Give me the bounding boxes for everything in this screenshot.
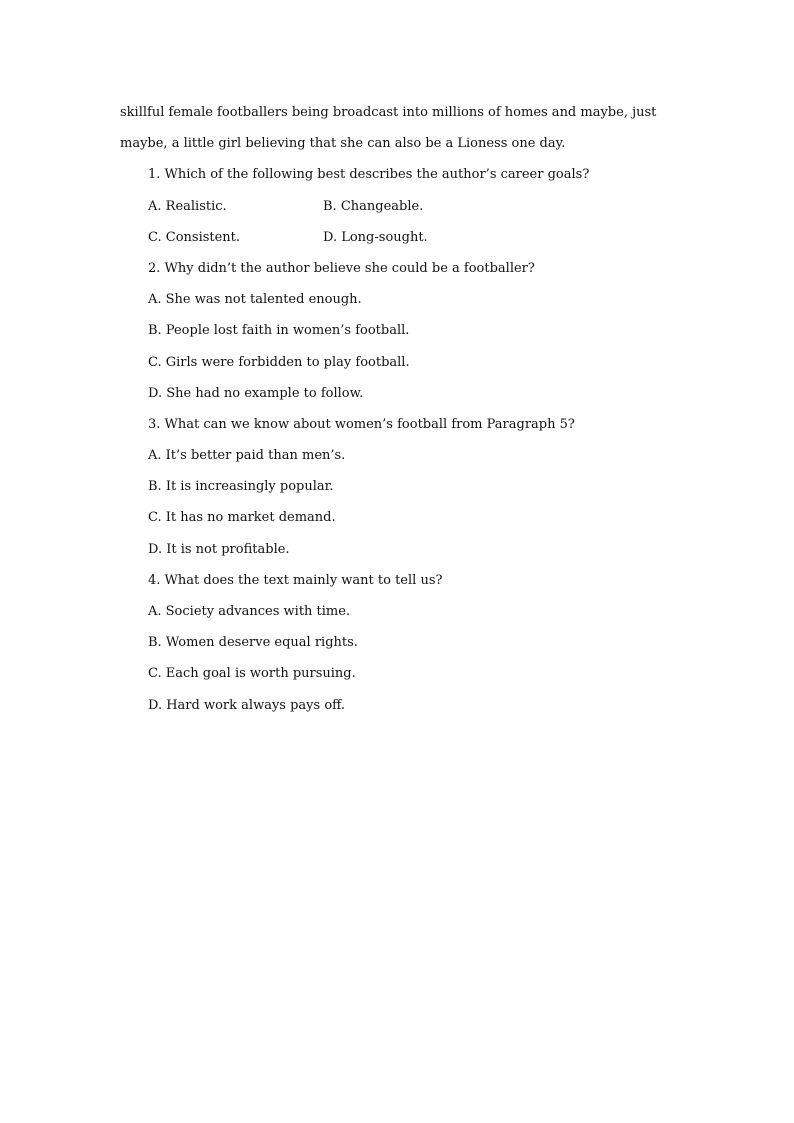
document-content xyxy=(120,104,690,728)
question-stem: 2. Why didn’t the author believe she could be a footballer? xyxy=(148,260,535,276)
answer-option: C. Girls were forbidden to play football. xyxy=(148,354,410,370)
question-stem: 3. What can we know about women’s football from Paragraph 5? xyxy=(148,416,575,432)
answer-option: A. Realistic. xyxy=(148,198,227,214)
option-row xyxy=(120,198,690,229)
answer-option: B. Changeable. xyxy=(323,198,424,214)
passage-line: maybe, a little girl believing that she can also be a Lioness one day. xyxy=(120,136,566,152)
answer-option: A. She was not talented enough. xyxy=(148,292,362,308)
answer-option: C. Consistent. xyxy=(148,229,241,245)
answer-option: C. Each goal is worth pursuing. xyxy=(148,666,356,682)
answer-option: A. It’s better paid than men’s. xyxy=(148,448,346,464)
answer-option: D. She had no example to follow. xyxy=(148,385,364,401)
answer-option: C. It has no market demand. xyxy=(148,510,336,526)
question-stem: 1. Which of the following best describes the author’s career goals? xyxy=(148,167,590,183)
answer-option: B. It is increasingly popular. xyxy=(148,479,334,495)
question-stem: 4. What does the text mainly want to tell us? xyxy=(148,572,443,588)
answer-option: A. Society advances with time. xyxy=(148,604,351,619)
answer-option: B. Women deserve equal rights. xyxy=(148,635,358,651)
answer-option: D. Hard work always pays off. xyxy=(148,697,346,713)
answer-option: B. People lost faith in women’s football. xyxy=(148,323,410,339)
option-row xyxy=(120,229,690,260)
passage-line: skillful female footballers being broadcast into millions of homes and maybe, just xyxy=(120,105,657,120)
answer-option: D. Long-sought. xyxy=(323,229,428,245)
answer-option: D. It is not profitable. xyxy=(148,541,290,557)
